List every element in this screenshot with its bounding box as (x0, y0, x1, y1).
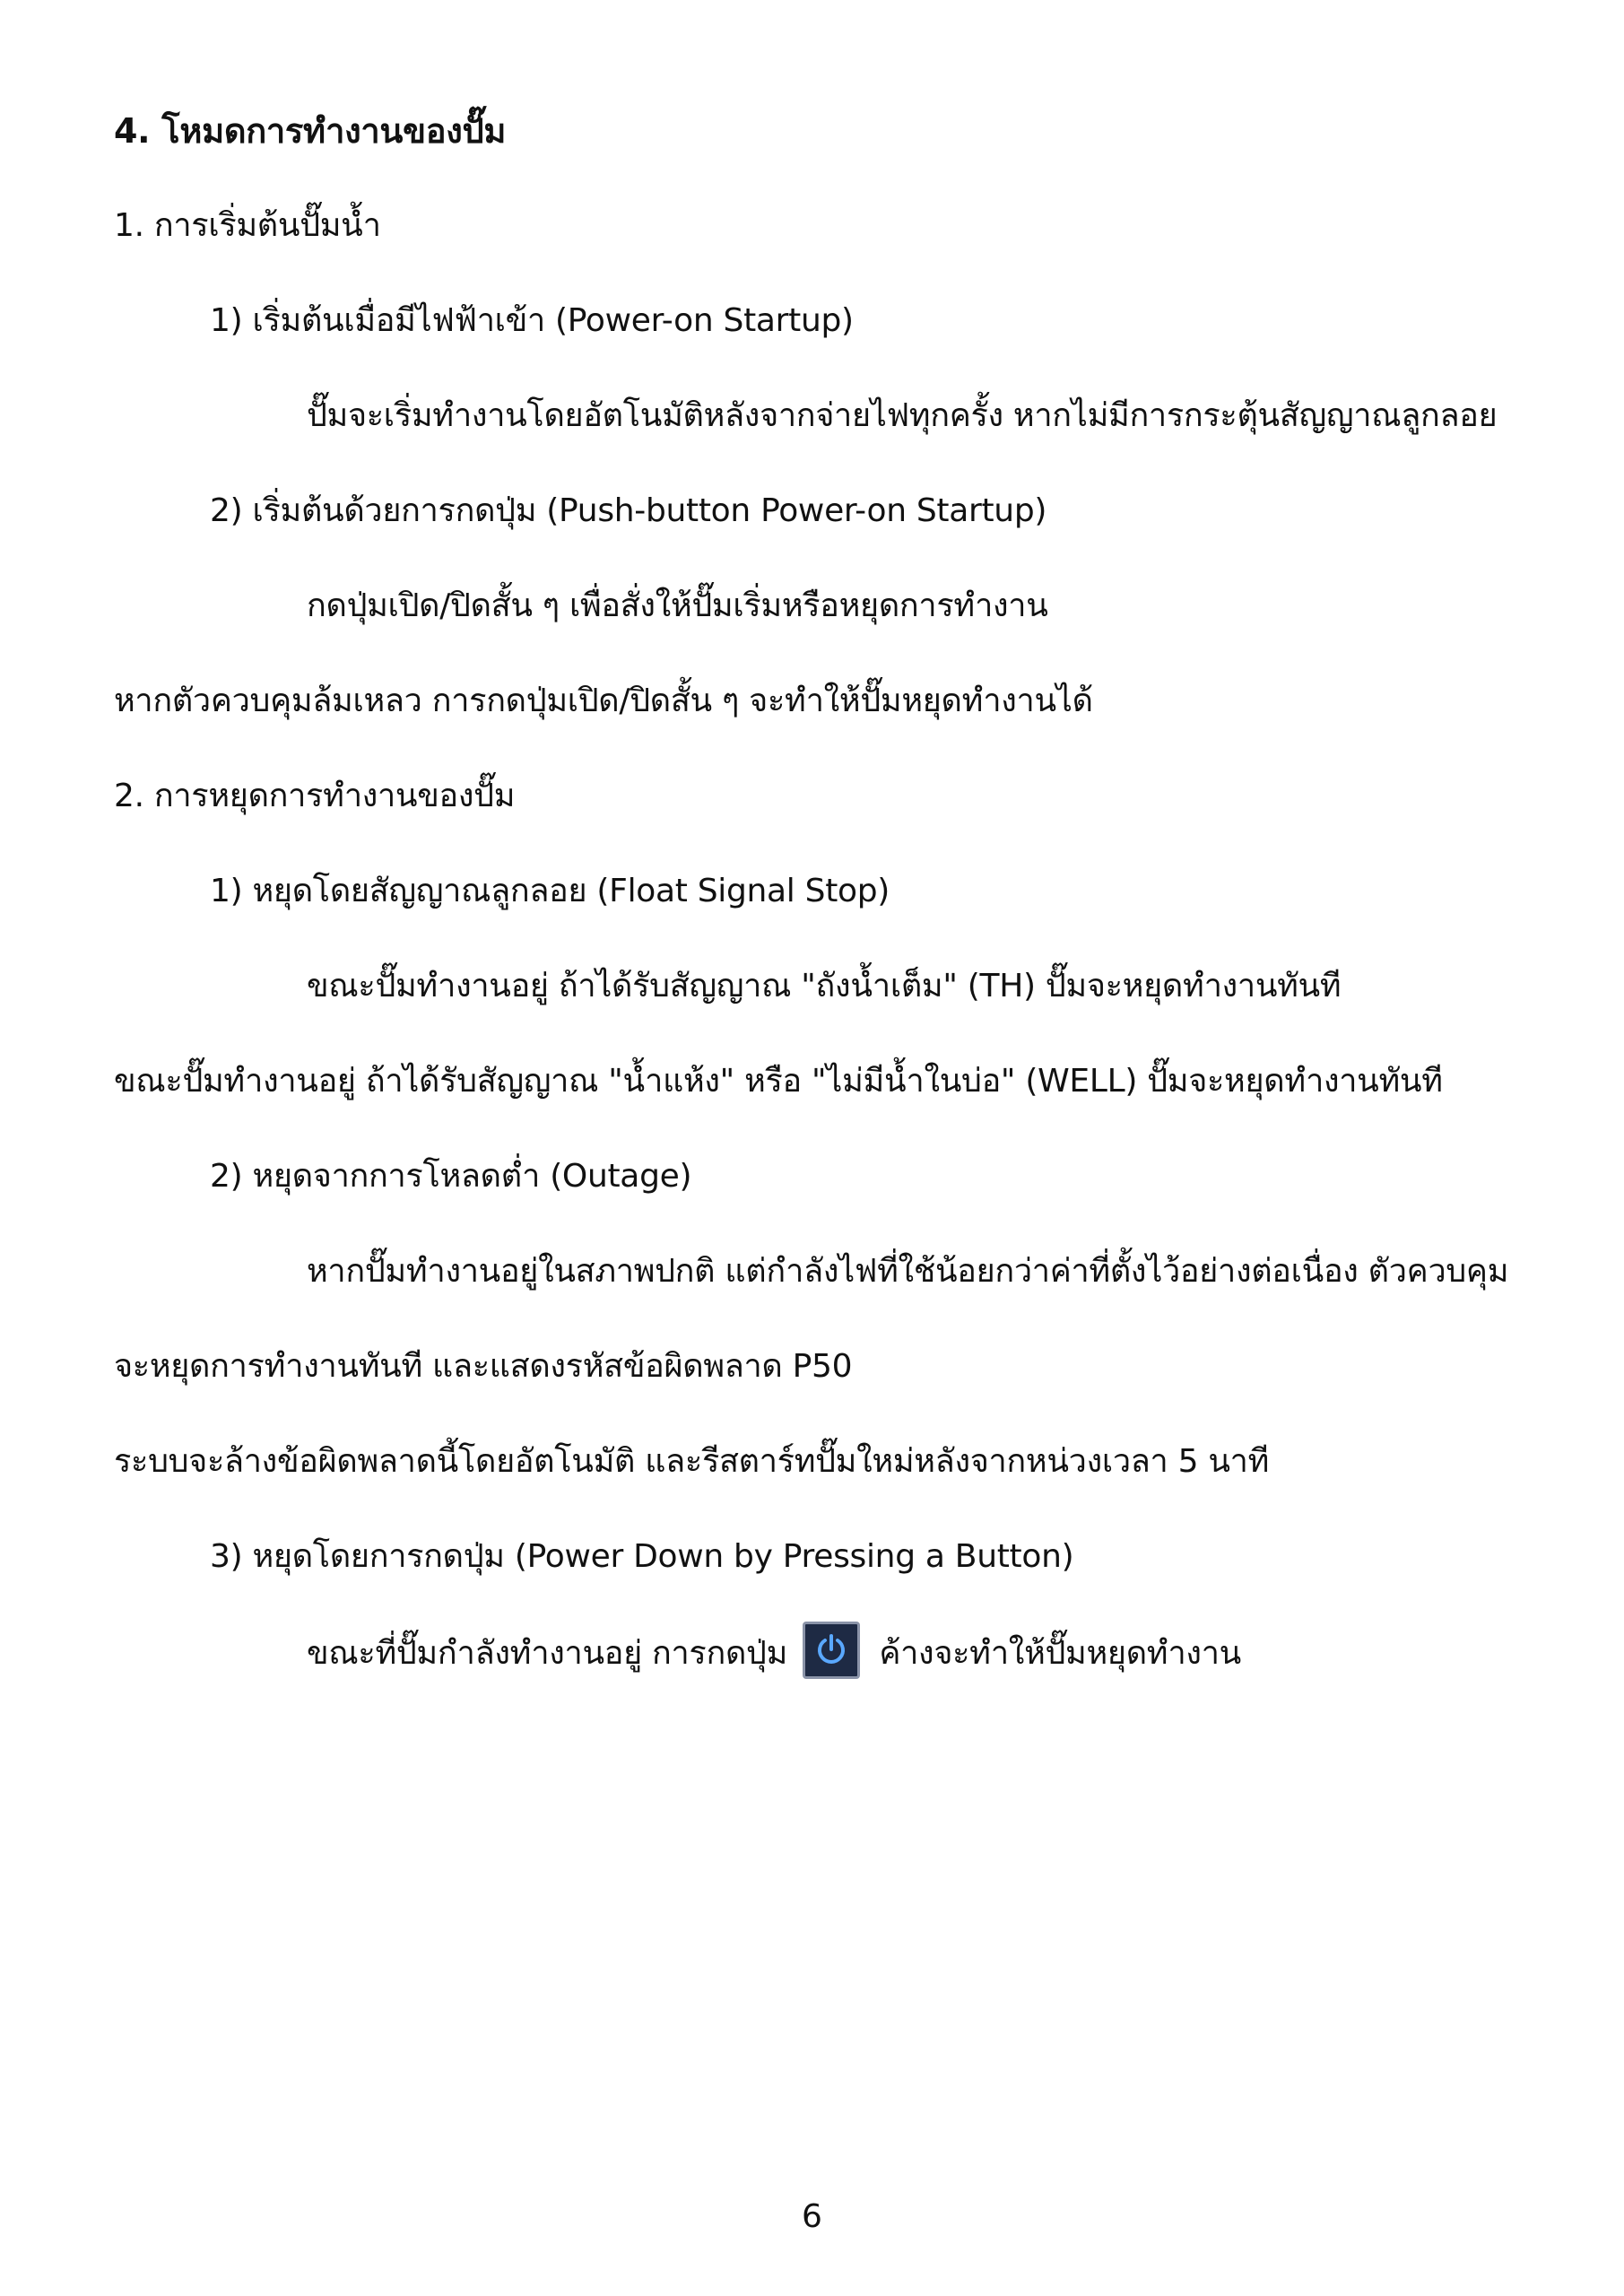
subsection-title-startup: 1. การเริ่มต้นปั๊มน้ำ (114, 207, 381, 244)
power-button-image (803, 1622, 860, 1679)
item-continuation-push-button-startup: หากตัวควบคุมล้มเหลว การกดปุ่มเปิด/ปิดสั้น ๆ จะทำให้ปั๊มหยุดทำงานได้ (114, 683, 1093, 719)
item-continuation-outage-stop: จะหยุดการทำงานทันที และแสดงรหัสข้อผิดพลาด P50 (114, 1348, 853, 1385)
section-title: 4. โหมดการทำงานของปั๊ม (114, 111, 507, 151)
item-continuation2-outage-stop: ระบบจะล้างข้อผิดพลาดนี้โดยอัตโนมัติ และรีสตาร์ทปั๊มใหม่หลังจากหน่วงเวลา 5 นาที (114, 1443, 1270, 1480)
item-title-power-on-startup: 1) เริ่มต้นเมื่อมีไฟฟ้าเข้า (Power-on Startup) (210, 302, 854, 339)
item-body-push-button-startup: กดปุ่มเปิด/ปิดสั้น ๆ เพื่อสั่งให้ปั๊มเริ่มหรือหยุดการทำงาน (307, 587, 1048, 624)
item-continuation-float-signal-stop: ขณะปั๊มทำงานอยู่ ถ้าได้รับสัญญาณ "น้ำแห้ง" หรือ "ไม่มีน้ำในบ่อ" (WELL) ปั๊มจะหยุดทำงานทันที (114, 1063, 1443, 1100)
item-body-power-on-startup: ปั๊มจะเริ่มทำงานโดยอัตโนมัติหลังจากจ่ายไฟทุกครั้ง หากไม่มีการกระตุ้นสัญญาณลูกลอย (307, 397, 1498, 434)
page-number: 6 (802, 2198, 822, 2235)
item-title-float-signal-stop: 1) หยุดโดยสัญญาณลูกลอย (Float Signal Stop) (210, 873, 890, 909)
power-icon (813, 1632, 849, 1668)
item-title-button-power-down: 3) หยุดโดยการกดปุ่ม (Power Down by Pressing a Button) (210, 1538, 1074, 1575)
body-text-after-button: ค้างจะทำให้ปั๊มหยุดทำงาน (879, 1635, 1241, 1672)
item-body-float-signal-stop: ขณะปั๊มทำงานอยู่ ถ้าได้รับสัญญาณ "ถังน้ำเต็ม" (TH) ปั๊มจะหยุดทำงานทันที (307, 968, 1342, 1004)
item-body-outage-stop: หากปั๊มทำงานอยู่ในสภาพปกติ แต่กำลังไฟที่ใช้น้อยกว่าค่าที่ตั้งไว้อย่างต่อเนื่อง ตัวควบคุม (307, 1253, 1509, 1290)
body-text-before-button: ขณะที่ปั๊มกำลังทำงานอยู่ การกดปุ่ม (307, 1635, 788, 1672)
item-body-button-power-down (307, 1631, 1241, 1679)
item-title-outage-stop: 2) หยุดจากการโหลดต่ำ (Outage) (210, 1158, 692, 1195)
item-title-push-button-startup: 2) เริ่มต้นด้วยการกดปุ่ม (Push-button Power-on Startup) (210, 492, 1047, 529)
subsection-title-stop: 2. การหยุดการทำงานของปั๊ม (114, 778, 516, 814)
